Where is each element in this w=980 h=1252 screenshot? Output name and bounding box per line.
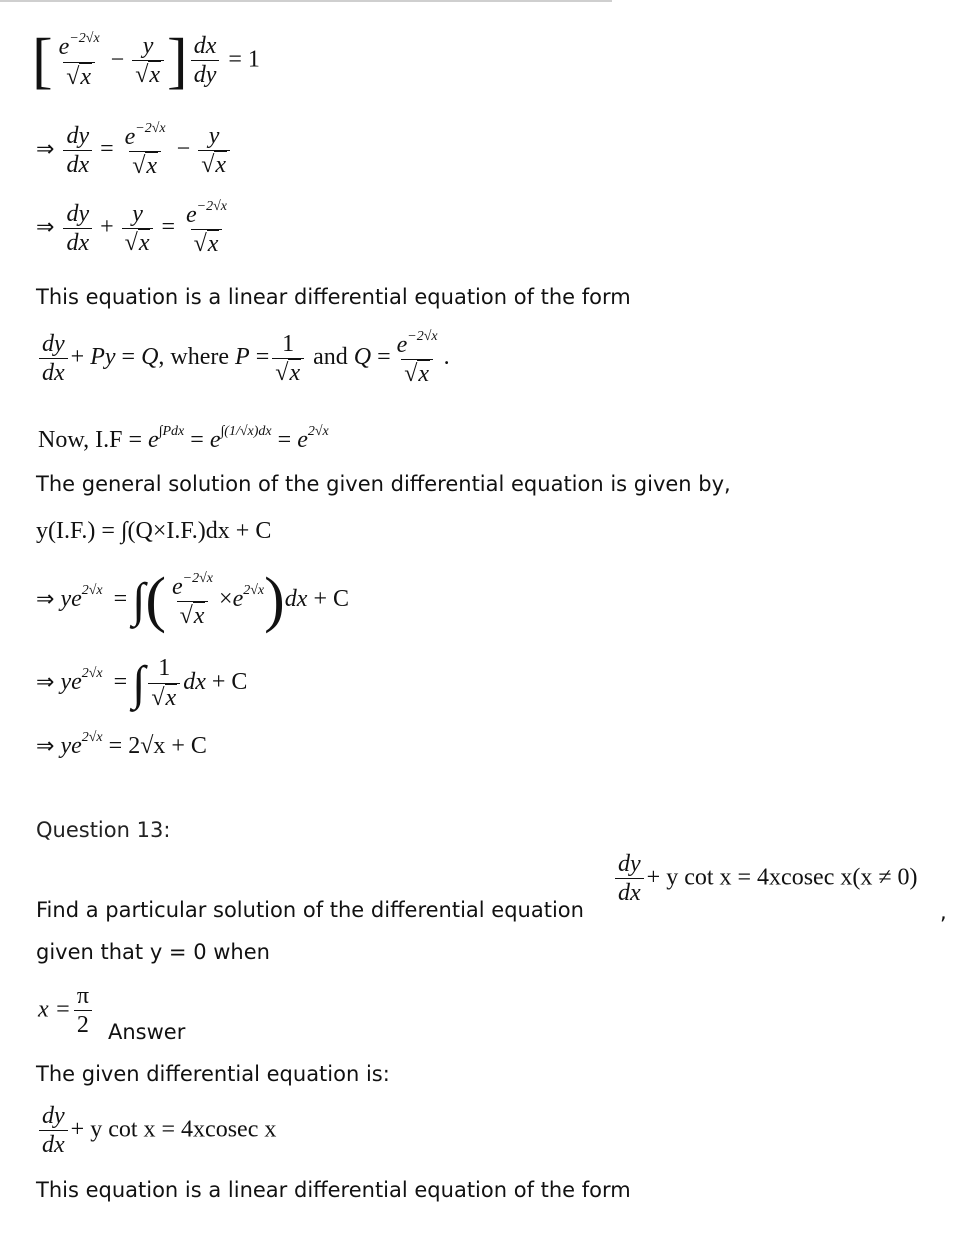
linear-intro-text: This equation is a linear differential equation of the form <box>36 285 631 309</box>
implies-arrow: ⇒ <box>36 137 55 163</box>
answer-label: Answer <box>108 1020 186 1044</box>
given-equation-rhs: + y cot x = 4xcosec x <box>70 1116 277 1143</box>
question-equation-rhs: + y cot x = 4xcosec x(x ≠ 0) <box>646 864 918 891</box>
linear-intro-text-2: This equation is a linear differential equation of the form <box>36 1178 631 1202</box>
general-solution-intro: The general solution of the given differential equation is given by, <box>36 472 731 496</box>
general-solution-formula: y(I.F.) = ∫(Q×I.F.)dx + C <box>36 518 272 544</box>
trailing-comma: , <box>940 900 947 924</box>
where-word: where <box>170 344 230 371</box>
given-intro: The given differential equation is: <box>36 1062 390 1086</box>
condition-x-value <box>38 984 95 1038</box>
solution-step-2: ⇒ $ye^{2√x}$ = ∫ $\frac{1}{√x}$ dx + C <box>36 655 248 711</box>
pi-symbol: π <box>76 983 89 1009</box>
and-word: and <box>313 344 348 371</box>
question-condition: given that y = 0 when <box>36 940 270 964</box>
solution-step-3: ⇒ $ye^{2√x} = 2√x + C$ <box>36 730 207 759</box>
equation-dy-dx: ⇒ $\frac{dy}{dx}$ = $\frac{e^{-2√x}}{√x}$ − $\frac{y}{√x}$ <box>36 122 233 179</box>
eq1-rhs: = 1 <box>228 46 260 73</box>
question-heading: Question 13: <box>36 818 171 842</box>
now-if-label: Now, I.F <box>38 427 123 453</box>
denominator-two: 2 <box>74 1010 92 1038</box>
equation-bracket-expression: [ $\frac{e^{-2√x}}{√x}$ − $\frac{y}{√x}$ ] $\frac{dx}{dy}$ = 1 <box>32 27 260 95</box>
form-p-q: $\frac{dy}{dx}$ + Py = Q, where P = $\frac{1}{√x}$ and Q = $\frac{e^{-2√x}}{√x}$ . <box>36 330 450 387</box>
implies-arrow: ⇒ <box>36 215 55 241</box>
final-result: = 2√x + C <box>108 733 207 759</box>
x-equals: x = <box>38 996 71 1023</box>
equation-linear-form: ⇒ $\frac{dy}{dx}$ + $\frac{y}{√x}$ = $\frac{e^{-2√x}}{√x}$ <box>36 199 228 258</box>
integrating-factor: Now, $I.F = e^{\int Pdx} = e^{\int(1/√x)dx} = e^{2√x}$ <box>38 424 329 453</box>
question-equation: $\frac{dy}{dx}$ + y cot x = 4xcosec x(x ≠ 0) <box>612 852 918 906</box>
solution-step-1: ⇒ $ye^{2√x}$ = ∫( $\frac{e^{-2√x}}{√x}$ $\times e^{2√x})dx + C$ <box>36 566 349 634</box>
question-prompt: Find a particular solution of the differential equation <box>36 898 584 922</box>
top-rule <box>0 0 612 2</box>
given-equation: $\frac{dy}{dx}$ + y cot x = 4xcosec x <box>36 1104 276 1158</box>
